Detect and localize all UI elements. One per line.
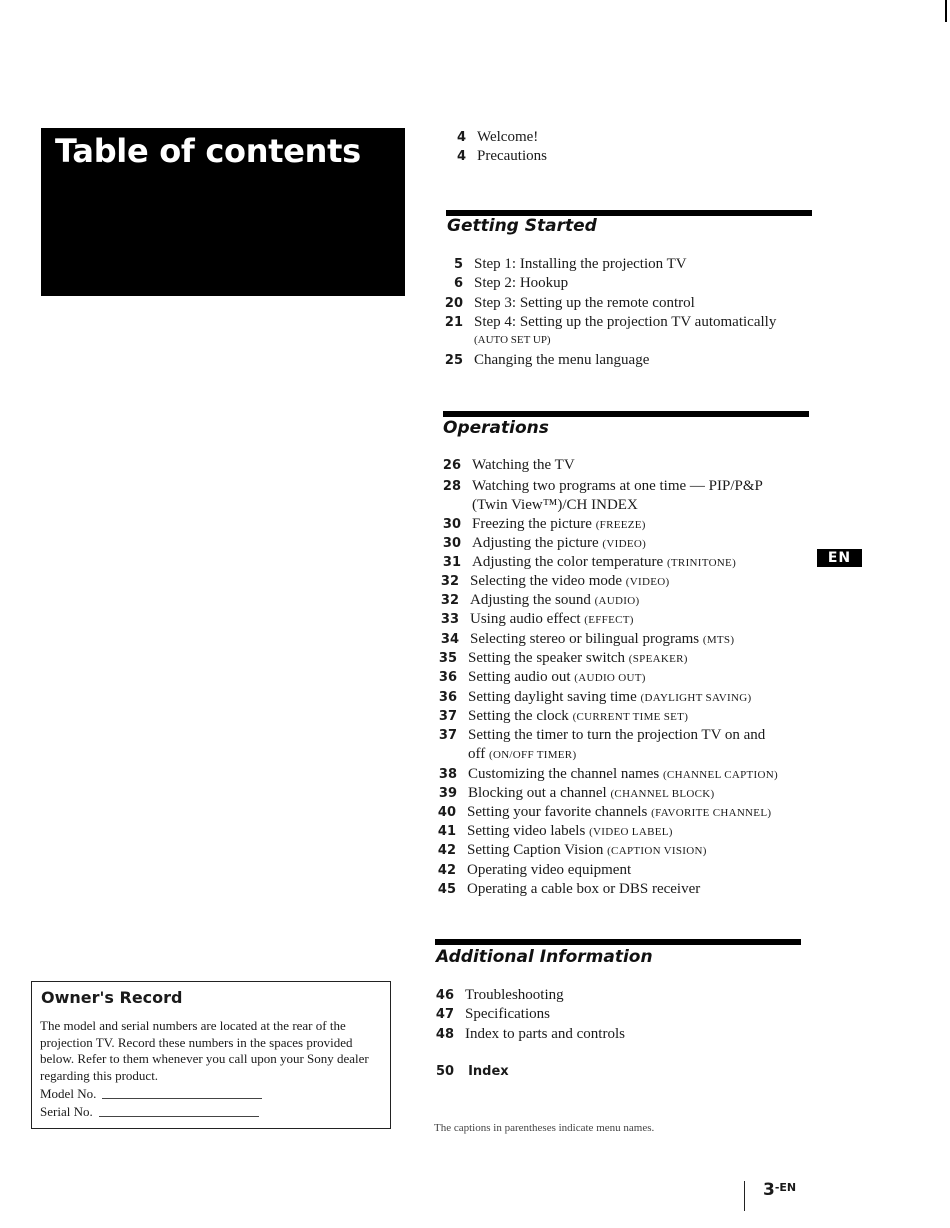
toc-entry[interactable] (442, 456, 575, 475)
page-number: 41 (437, 824, 456, 839)
serial-number-blank (99, 1116, 259, 1117)
toc-entry[interactable] (442, 553, 737, 573)
model-number-label: Model No. (40, 1086, 97, 1101)
entry-title: Index (468, 1064, 509, 1079)
entry-title: Blocking out a channel (468, 785, 607, 801)
entry-title: Changing the menu language (474, 352, 650, 368)
toc-entry[interactable] (440, 591, 640, 611)
toc-entry-index[interactable] (436, 1064, 509, 1079)
page-number: 25 (444, 353, 463, 368)
page-number: 20 (444, 296, 463, 311)
section-divider (435, 939, 801, 945)
entry-title: Using audio effect (470, 611, 581, 627)
toc-entry[interactable] (442, 515, 646, 535)
page-number-suffix: -EN (774, 1181, 797, 1194)
toc-entry[interactable] (440, 630, 735, 650)
entry-title: Selecting the video mode (470, 573, 623, 589)
entry-title: Setting daylight saving time (468, 689, 637, 705)
entry-title: Precautions (477, 148, 547, 164)
entry-title: Setting your favorite channels (467, 804, 648, 820)
entry-title: Customizing the channel names (468, 766, 660, 782)
page-number-main: 3 (763, 1180, 775, 1200)
menu-name: (SPEAKER) (628, 653, 688, 665)
page-number: 50 (436, 1064, 455, 1079)
menu-name: (AUTO SET UP) (474, 334, 551, 346)
entry-title: Step 4: Setting up the projection TV automatically (474, 314, 777, 330)
entry-title: Operating a cable box or DBS receiver (467, 881, 701, 897)
page-number: 38 (438, 767, 457, 782)
page-number: 36 (438, 670, 457, 685)
entry-title: Selecting stereo or bilingual programs (470, 631, 700, 647)
toc-entry[interactable] (437, 880, 701, 899)
page-number: 33 (440, 612, 459, 627)
page-number: 4 (456, 149, 466, 164)
toc-entry[interactable] (437, 841, 707, 861)
menu-name: (EFFECT) (584, 614, 634, 626)
owners-record-text: The model and serial numbers are located at the rear of the projection TV. Record these numbers in the spaces provided below. Refer to them whenever you call upon your Sony dealer regarding this product. (40, 1018, 369, 1083)
menu-name: (VIDEO LABEL) (589, 826, 673, 838)
toc-entry[interactable] (435, 1025, 625, 1044)
toc-entry[interactable] (437, 861, 632, 880)
toc-entry[interactable] (435, 986, 564, 1005)
toc-entry[interactable] (442, 477, 763, 515)
entry-title: Setting Caption Vision (467, 842, 604, 858)
menu-name: (CHANNEL CAPTION) (662, 769, 778, 781)
entry-title: Freezing the picture (472, 516, 592, 532)
section-divider (443, 411, 809, 417)
entry-title: Step 1: Installing the projection TV (474, 256, 687, 272)
page-number: 32 (440, 593, 459, 608)
page-number: 37 (438, 728, 457, 743)
menu-name: (AUDIO) (594, 595, 640, 607)
section-title-additional-information: Additional Information (436, 947, 653, 967)
page-number: 4 (456, 130, 466, 145)
entry-title: Adjusting the color temperature (472, 554, 664, 570)
page-edge-mark (945, 0, 947, 22)
toc-entry-precautions[interactable] (456, 147, 547, 166)
page-number: 6 (453, 276, 463, 291)
page-number: 32 (440, 574, 459, 589)
page-number: 45 (437, 882, 456, 897)
page-number: 26 (442, 458, 461, 473)
toc-entry[interactable] (438, 649, 688, 669)
menu-name: (FREEZE) (595, 519, 646, 531)
menu-name: (MTS) (702, 634, 735, 646)
page-number: 35 (438, 651, 457, 666)
toc-entry[interactable] (444, 313, 777, 350)
page-number: 21 (444, 315, 463, 330)
page-number-rule (744, 1181, 745, 1211)
captions-footnote: The captions in parentheses indicate menu names. (434, 1122, 655, 1134)
entry-title: Step 2: Hookup (474, 275, 569, 291)
toc-entry[interactable] (444, 351, 650, 370)
page-number-footer (763, 1180, 796, 1200)
entry-title: Welcome! (477, 129, 539, 145)
entry-title: Watching the TV (472, 457, 575, 473)
toc-entry[interactable] (438, 765, 778, 785)
entry-title: Adjusting the picture (472, 535, 599, 551)
section-title-operations: Operations (443, 418, 549, 438)
page-number: 5 (453, 257, 463, 272)
page-number: 36 (438, 690, 457, 705)
toc-entry[interactable] (438, 726, 766, 765)
toc-entry[interactable] (438, 784, 715, 804)
model-number-blank (102, 1098, 262, 1099)
toc-entry[interactable] (440, 610, 634, 630)
page-number: 48 (435, 1027, 454, 1042)
page-number: 30 (442, 517, 461, 532)
toc-entry[interactable] (440, 572, 670, 592)
toc-entry[interactable] (453, 255, 687, 274)
toc-entry[interactable] (453, 274, 569, 293)
menu-name: (CAPTION VISION) (607, 845, 707, 857)
page-number: 34 (440, 632, 459, 647)
language-tab-badge: EN (817, 549, 862, 567)
menu-name: (VIDEO) (602, 538, 647, 550)
toc-entry[interactable] (438, 668, 646, 688)
serial-number-line (40, 1104, 259, 1120)
entry-title: Setting the speaker switch (468, 650, 626, 666)
menu-name: (AUDIO OUT) (574, 672, 646, 684)
page-number: 47 (435, 1007, 454, 1022)
owners-record-title: Owner's Record (41, 988, 183, 1007)
entry-title: Step 3: Setting up the remote control (474, 295, 695, 311)
entry-title: Adjusting the sound (470, 592, 591, 608)
toc-banner (41, 128, 405, 296)
page-number: 42 (437, 843, 456, 858)
page-number: 28 (442, 479, 461, 494)
menu-name: (TRINITONE) (666, 557, 737, 569)
menu-name: (CHANNEL BLOCK) (610, 788, 715, 800)
toc-entry[interactable] (442, 534, 647, 554)
entry-title-continued: (Twin View™)/CH INDEX (472, 497, 638, 513)
page-number: 37 (438, 709, 457, 724)
page-number: 30 (442, 536, 461, 551)
entry-title: Specifications (465, 1006, 550, 1022)
page-number: 42 (437, 863, 456, 878)
page-number: 39 (438, 786, 457, 801)
serial-number-label: Serial No. (40, 1104, 93, 1119)
toc-entry[interactable] (438, 688, 752, 708)
menu-name: (DAYLIGHT SAVING) (640, 692, 752, 704)
toc-entry[interactable] (437, 803, 772, 823)
toc-entry[interactable] (435, 1005, 550, 1024)
entry-title: Setting the clock (468, 708, 569, 724)
section-title-getting-started: Getting Started (447, 216, 597, 236)
menu-name: (CURRENT TIME SET) (572, 711, 689, 723)
menu-name: (FAVORITE CHANNEL) (651, 807, 772, 819)
page-title: Table of contents (55, 132, 361, 170)
entry-title: Operating video equipment (467, 862, 632, 878)
page-number: 46 (435, 988, 454, 1003)
page-number: 40 (437, 805, 456, 820)
toc-entry[interactable] (438, 707, 689, 727)
toc-entry[interactable] (444, 294, 695, 313)
entry-title: Setting audio out (468, 669, 571, 685)
entry-title-continued: off (468, 746, 486, 762)
entry-title: Troubleshooting (465, 987, 564, 1003)
entry-title: Setting video labels (467, 823, 586, 839)
entry-title: Watching two programs at one time — PIP/P&P (472, 478, 763, 494)
menu-name: (VIDEO) (625, 576, 670, 588)
entry-title: Index to parts and controls (465, 1026, 625, 1042)
menu-name: (ON/OFF TIMER) (488, 749, 577, 761)
page-number: 31 (442, 555, 461, 570)
entry-title: Setting the timer to turn the projection TV on and (468, 727, 766, 743)
toc-entry-welcome[interactable] (456, 128, 539, 147)
toc-entry[interactable] (437, 822, 673, 842)
owners-record-box (31, 981, 391, 1129)
model-number-line (40, 1086, 262, 1102)
